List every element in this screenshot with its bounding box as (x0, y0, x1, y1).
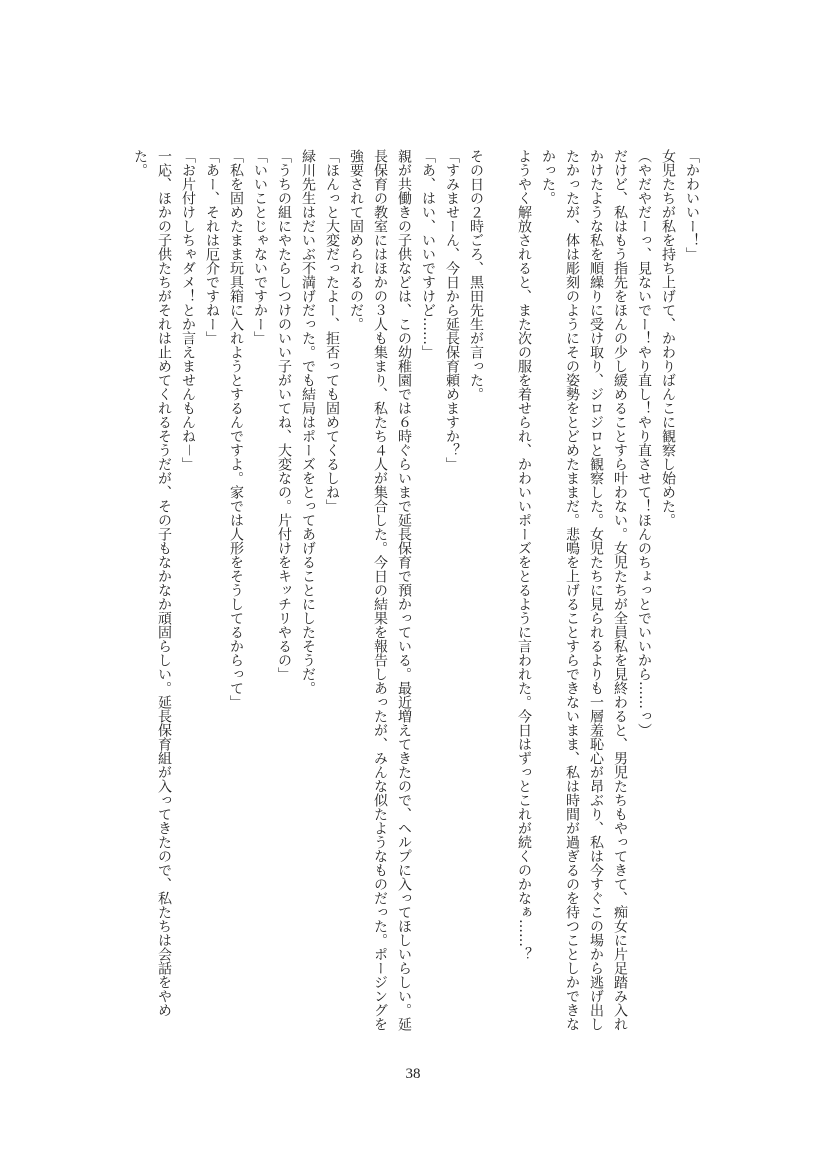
paragraph: その日の２時ごろ、黒田先生が言った。 (468, 149, 484, 401)
paragraph: 「うちの組にやたらしつけのいい子がいてね、大変なの。片付けをキッチリやるの」 (276, 149, 292, 681)
paragraph: 「すみませーん、今日から延長保育頼めますか？」 (444, 149, 460, 471)
paragraph: 「ほんっと大変だったよー、拒否っても固めてくるしね」 (324, 149, 340, 513)
paragraph: 「あー、それは厄介ですねー」 (204, 149, 220, 345)
paragraph: 「いいことじゃないですかー」 (252, 149, 268, 345)
paragraph: 緑川先生はだいぶ不満げだった。でも結局はポーズをとってあげることにしたそうだ。 (300, 149, 316, 695)
blank-line (488, 149, 512, 1033)
paragraph: （やだやだーっ、見ないでー！やり直し！やり直させて！ほんのちょっとでいいから……っ） (636, 149, 652, 737)
paragraph: 一応、ほかの子供たちがそれは止めてくれるそうだが、その子もなかなか頑固らしい。延長保育組が入ってきたので、私たちは会話をやめた。 (132, 149, 172, 1017)
paragraph: 親が共働きの子供などは、この幼稚園では６時ぐらいまで延長保育で預かっている。最近増えてきたので、ヘルプに入ってほしいらしい。延長保育の教室にはほかの３人も集まり、私たち４人が集合した。今日の結果を報告しあったが、みんな似たようなものだった。ポージングを強要されて固められるのだ。 (348, 149, 412, 1031)
paragraph: 「お片付けしちゃダメ！とか言えませんもんね－」 (180, 149, 196, 471)
paragraph: 「かわいいー！」 (684, 149, 700, 261)
vertical-body-text (128, 149, 704, 1033)
paragraph: 「あ、はい、いいですけど……」 (420, 149, 436, 359)
page-number: 38 (405, 1066, 421, 1082)
paragraph: 女児たちが私を持ち上げて、かわりばんこに観察し始めた。 (660, 149, 676, 527)
paragraph: だけど、私はもう指先をほんの少し緩めることすら叶わない。女児たちが全員私を見終わると、男児たちもやってきて、痴女に片足踏み入れかけたような私を順繰りに受け取り、ジロジロと観察した。女児たちに見られるよりも一層羞恥心が昂ぶり、私は今すぐこの場から逃げ出したかったが、体は彫刻のようにその姿勢をとどめたままだ。悲鳴を上げることすらできないまま、私は時間が過ぎるのを待つことしかできなかった。 (540, 149, 628, 1031)
paragraph: ようやく解放されると、また次の服を着せられ、かわいいポーズをとるように言われた。今日はずっとこれが続くのかなぁ……？ (516, 149, 532, 961)
paragraph: 「私を固めたまま玩具箱に入れようとするんですよ。家では人形をそうしてるからって」 (228, 149, 244, 709)
